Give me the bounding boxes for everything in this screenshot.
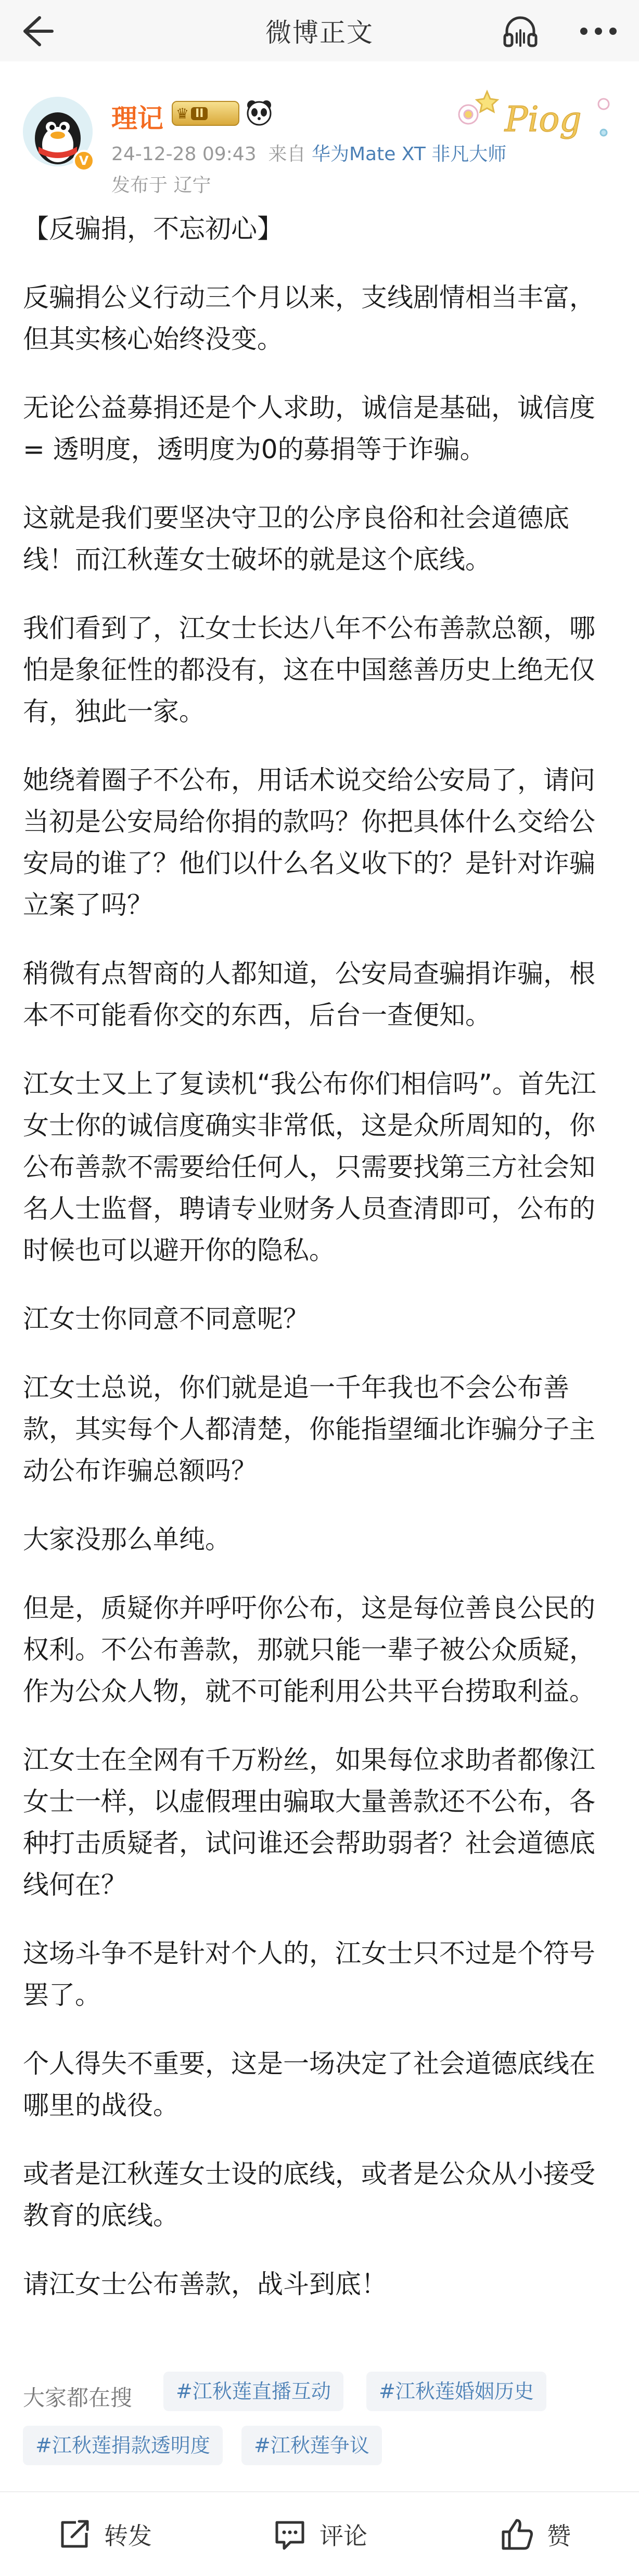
comment-button[interactable]	[215, 2492, 424, 2576]
post-paragraph: 江女士总说，你们就是追一千年我也不会公布善款，其实每个人都清楚，你能指望缅北诈骗分子主动公布诈骗总额吗？	[23, 1373, 595, 1486]
post-paragraph: 江女士你同意不同意呢？	[23, 1304, 309, 1334]
search-tag[interactable]: #江秋莲直播互动	[163, 2372, 343, 2411]
author-name[interactable]: 理记	[111, 103, 163, 134]
like-button[interactable]	[431, 2492, 639, 2576]
post-paragraph: 这场斗争不是针对个人的，江女士只不过是个符号罢了。	[23, 1938, 595, 2010]
post-content	[23, 208, 616, 2332]
thumbs-up-icon	[499, 2516, 535, 2553]
post-paragraph: 她绕着圈子不公布，用话术说交给公安局了，请问当初是公安局给你捐的款吗？你把具体什么交给公安局的谁了？他们以什么名义收下的？是针对诈骗立案了吗？	[23, 765, 595, 920]
top-bar	[0, 0, 639, 61]
repost-button[interactable]	[0, 2492, 208, 2576]
comment-label: 评论	[320, 2521, 367, 2550]
post-paragraph: 这就是我们要坚决守卫的公序良俗和社会道德底线！而江秋莲女士破坏的就是这个底线。	[23, 503, 569, 575]
svg-text:Piog: Piog	[505, 99, 582, 139]
crown-icon: ♛	[176, 105, 189, 122]
search-tag[interactable]: #江秋莲捐款透明度	[23, 2426, 223, 2465]
repost-icon	[56, 2516, 93, 2553]
post-paragraph: 江女士又上了复读机“我公布你们相信吗”。首先江女士你的诚信度确实非常低，这是众所周知的，你公布善款不需要给任何人，只需要找第三方社会知名人士监督，聘请专业财务人员查清即可，公布的时候也可以避开你的隐私。	[23, 1069, 596, 1265]
page-title: 微博正文	[265, 18, 374, 48]
search-label: 大家都在搜	[23, 2385, 133, 2411]
post-paragraph: 【反骗捐，不忘初心】	[23, 214, 283, 244]
post-paragraph: 或者是江秋莲女士设的底线，或者是公众从小接受教育的底线。	[23, 2159, 595, 2231]
post-location: 发布于 辽宁	[111, 175, 211, 196]
post-paragraph: 无论公益募捐还是个人求助，诚信是基础，诚信度 = 透明度，透明度为0的募捐等于诈骗。	[23, 393, 595, 464]
comment-icon	[272, 2516, 308, 2553]
panda-icon	[245, 98, 274, 127]
post-paragraph: 请江女士公布善款，战斗到底！	[23, 2269, 387, 2299]
device-link[interactable]: 华为Mate XT 非凡大师	[311, 144, 507, 165]
trending-search	[23, 2372, 616, 2476]
post-paragraph: 江女士在全网有千万粉丝，如果每位求助者都像江女士一样，以虚假理由骗取大量善款还不公布，各种打击质疑者，试问谁还会帮助弱者？社会道德底线何在？	[23, 1745, 595, 1900]
decoration-sticker-icon	[448, 83, 619, 156]
source-prefix: 来自	[268, 144, 306, 165]
search-tag[interactable]: #江秋莲婚姻历史	[366, 2372, 546, 2411]
post-paragraph: 个人得失不重要，这是一场决定了社会道德底线在哪里的战役。	[23, 2049, 595, 2120]
back-arrow-icon[interactable]	[15, 11, 54, 51]
post-paragraph: 但是，质疑你并呼吁你公布，这是每位善良公民的权利。不公布善款，那就只能一辈子被公众质疑，作为公众人物，就不可能利用公共平台捞取利益。	[23, 1593, 595, 1706]
audio-listen-icon[interactable]	[500, 10, 541, 52]
post-datetime: 24-12-28 09:43	[111, 144, 257, 165]
repost-label: 转发	[104, 2521, 152, 2550]
level-badge[interactable]	[172, 101, 239, 126]
search-tag[interactable]: #江秋莲争议	[241, 2426, 382, 2465]
verified-badge: V	[73, 150, 95, 172]
post-paragraph: 大家没那么单纯。	[23, 1524, 231, 1555]
post-paragraph: 我们看到了，江女士长达八年不公布善款总额，哪怕是象征性的都没有，这在中国慈善历史上绝无仅有，独此一家。	[23, 613, 595, 727]
author-header	[0, 68, 639, 208]
more-icon[interactable]	[572, 11, 624, 51]
post-paragraph: 反骗捐公义行动三个月以来，支线剧情相当丰富，但其实核心始终没变。	[23, 282, 595, 354]
action-bar	[0, 2491, 639, 2575]
like-label: 赞	[547, 2521, 571, 2550]
level-label: II	[191, 107, 208, 120]
post-paragraph: 稍微有点智商的人都知道，公安局查骗捐诈骗，根本不可能看你交的东西，后台一查便知。	[23, 959, 595, 1030]
